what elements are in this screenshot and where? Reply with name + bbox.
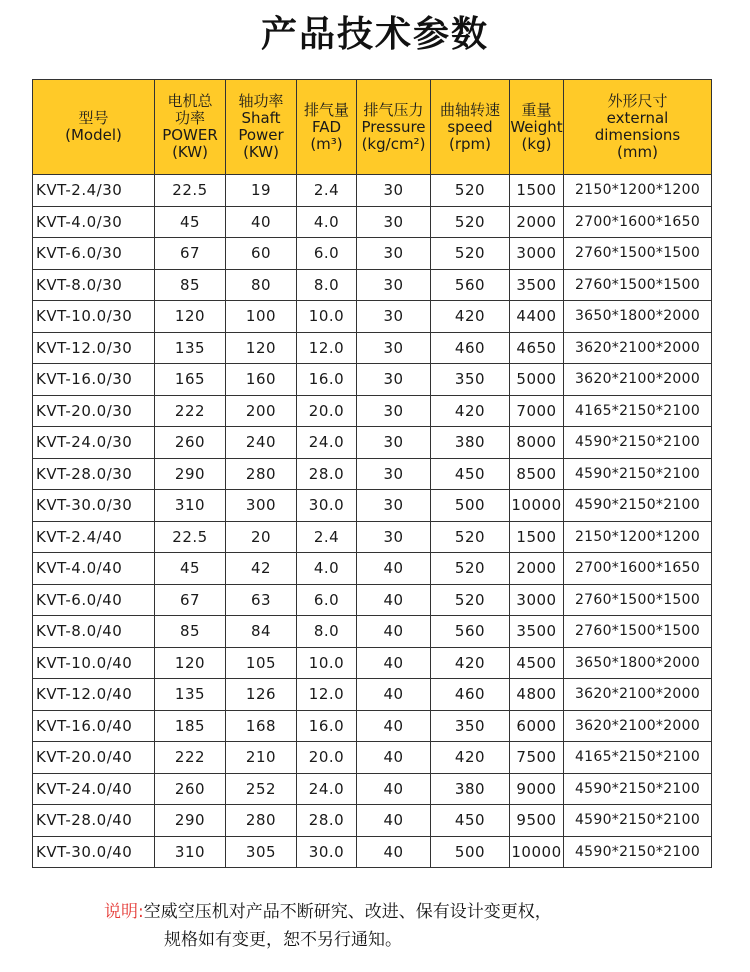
cell-motor-power: 290: [155, 805, 226, 837]
cell-weight: 8500: [510, 458, 564, 490]
cell-pressure: 40: [357, 679, 431, 711]
cell-dimensions: 2700*1600*1650: [564, 553, 712, 585]
cell-motor-power: 165: [155, 364, 226, 396]
cell-pressure: 30: [357, 364, 431, 396]
cell-fad: 20.0: [297, 742, 357, 774]
cell-pressure: 30: [357, 427, 431, 459]
cell-pressure: 40: [357, 773, 431, 805]
cell-shaft-power: 19: [226, 175, 297, 207]
cell-model: KVT-6.0/30: [33, 238, 155, 270]
cell-weight: 4400: [510, 301, 564, 333]
cell-shaft-power: 40: [226, 206, 297, 238]
note-line-1: 空威空压机对产品不断研究、改进、保有设计变更权，: [143, 902, 552, 922]
cell-weight: 3500: [510, 616, 564, 648]
cell-motor-power: 67: [155, 584, 226, 616]
cell-weight: 6000: [510, 710, 564, 742]
cell-dimensions: 3620*2100*2000: [564, 710, 712, 742]
cell-speed: 380: [431, 427, 510, 459]
cell-pressure: 30: [357, 238, 431, 270]
header-fad: 排气量 FAD (m³): [297, 80, 357, 175]
cell-speed: 520: [431, 206, 510, 238]
cell-model: KVT-30.0/30: [33, 490, 155, 522]
cell-pressure: 40: [357, 584, 431, 616]
cell-motor-power: 120: [155, 647, 226, 679]
cell-motor-power: 67: [155, 238, 226, 270]
cell-fad: 28.0: [297, 805, 357, 837]
cell-dimensions: 2760*1500*1500: [564, 584, 712, 616]
table-row: [33, 521, 712, 553]
cell-model: KVT-20.0/30: [33, 395, 155, 427]
cell-fad: 6.0: [297, 584, 357, 616]
cell-weight: 1500: [510, 175, 564, 207]
cell-speed: 460: [431, 679, 510, 711]
cell-speed: 350: [431, 710, 510, 742]
cell-pressure: 30: [357, 301, 431, 333]
cell-speed: 560: [431, 616, 510, 648]
cell-dimensions: 3620*2100*2000: [564, 332, 712, 364]
header-shaft-power: 轴功率 Shaft Power (KW): [226, 80, 297, 175]
cell-dimensions: 3650*1800*2000: [564, 301, 712, 333]
table-row: [33, 175, 712, 207]
cell-model: KVT-16.0/40: [33, 710, 155, 742]
cell-pressure: 40: [357, 553, 431, 585]
cell-fad: 12.0: [297, 332, 357, 364]
cell-motor-power: 260: [155, 427, 226, 459]
table-row: [33, 427, 712, 459]
cell-motor-power: 290: [155, 458, 226, 490]
table-row: [33, 332, 712, 364]
cell-weight: 4800: [510, 679, 564, 711]
cell-dimensions: 2150*1200*1200: [564, 175, 712, 207]
cell-dimensions: 2150*1200*1200: [564, 521, 712, 553]
cell-weight: 2000: [510, 206, 564, 238]
cell-fad: 10.0: [297, 301, 357, 333]
cell-speed: 500: [431, 490, 510, 522]
table-row: [33, 301, 712, 333]
cell-shaft-power: 160: [226, 364, 297, 396]
cell-shaft-power: 63: [226, 584, 297, 616]
cell-model: KVT-8.0/40: [33, 616, 155, 648]
cell-dimensions: 4590*2150*2100: [564, 773, 712, 805]
cell-dimensions: 4590*2150*2100: [564, 427, 712, 459]
cell-weight: 4650: [510, 332, 564, 364]
cell-shaft-power: 200: [226, 395, 297, 427]
cell-fad: 30.0: [297, 836, 357, 868]
cell-motor-power: 135: [155, 332, 226, 364]
table-row: [33, 458, 712, 490]
cell-motor-power: 185: [155, 710, 226, 742]
cell-model: KVT-28.0/40: [33, 805, 155, 837]
cell-fad: 28.0: [297, 458, 357, 490]
cell-speed: 350: [431, 364, 510, 396]
cell-model: KVT-8.0/30: [33, 269, 155, 301]
cell-motor-power: 120: [155, 301, 226, 333]
cell-dimensions: 3650*1800*2000: [564, 647, 712, 679]
cell-shaft-power: 60: [226, 238, 297, 270]
cell-shaft-power: 80: [226, 269, 297, 301]
table-row: [33, 742, 712, 774]
cell-shaft-power: 252: [226, 773, 297, 805]
cell-weight: 10000: [510, 836, 564, 868]
cell-shaft-power: 42: [226, 553, 297, 585]
cell-motor-power: 22.5: [155, 521, 226, 553]
cell-fad: 16.0: [297, 364, 357, 396]
table-row: [33, 710, 712, 742]
header-speed: 曲轴转速 speed (rpm): [431, 80, 510, 175]
cell-speed: 420: [431, 395, 510, 427]
cell-model: KVT-2.4/40: [33, 521, 155, 553]
table-row: [33, 836, 712, 868]
cell-pressure: 40: [357, 616, 431, 648]
cell-pressure: 30: [357, 332, 431, 364]
cell-model: KVT-16.0/30: [33, 364, 155, 396]
cell-fad: 24.0: [297, 773, 357, 805]
cell-shaft-power: 240: [226, 427, 297, 459]
cell-speed: 420: [431, 647, 510, 679]
cell-weight: 10000: [510, 490, 564, 522]
cell-shaft-power: 280: [226, 805, 297, 837]
cell-motor-power: 135: [155, 679, 226, 711]
cell-speed: 500: [431, 836, 510, 868]
table-row: [33, 616, 712, 648]
cell-model: KVT-24.0/40: [33, 773, 155, 805]
cell-speed: 520: [431, 584, 510, 616]
cell-dimensions: 2760*1500*1500: [564, 238, 712, 270]
table-row: [33, 395, 712, 427]
cell-model: KVT-12.0/30: [33, 332, 155, 364]
cell-fad: 4.0: [297, 553, 357, 585]
table-row: [33, 490, 712, 522]
cell-weight: 3000: [510, 238, 564, 270]
cell-fad: 6.0: [297, 238, 357, 270]
cell-pressure: 40: [357, 836, 431, 868]
cell-speed: 450: [431, 458, 510, 490]
cell-fad: 2.4: [297, 521, 357, 553]
table-row: [33, 364, 712, 396]
cell-shaft-power: 126: [226, 679, 297, 711]
cell-weight: 4500: [510, 647, 564, 679]
cell-dimensions: 2700*1600*1650: [564, 206, 712, 238]
cell-dimensions: 2760*1500*1500: [564, 269, 712, 301]
cell-weight: 7000: [510, 395, 564, 427]
cell-weight: 9500: [510, 805, 564, 837]
cell-fad: 8.0: [297, 616, 357, 648]
cell-speed: 420: [431, 301, 510, 333]
cell-model: KVT-20.0/40: [33, 742, 155, 774]
cell-weight: 2000: [510, 553, 564, 585]
cell-shaft-power: 300: [226, 490, 297, 522]
cell-model: KVT-2.4/30: [33, 175, 155, 207]
cell-speed: 520: [431, 553, 510, 585]
cell-model: KVT-10.0/40: [33, 647, 155, 679]
cell-motor-power: 45: [155, 206, 226, 238]
cell-fad: 30.0: [297, 490, 357, 522]
cell-shaft-power: 84: [226, 616, 297, 648]
cell-dimensions: 4590*2150*2100: [564, 490, 712, 522]
cell-speed: 460: [431, 332, 510, 364]
cell-shaft-power: 210: [226, 742, 297, 774]
cell-model: KVT-10.0/30: [33, 301, 155, 333]
cell-dimensions: 2760*1500*1500: [564, 616, 712, 648]
cell-model: KVT-30.0/40: [33, 836, 155, 868]
cell-speed: 450: [431, 805, 510, 837]
table-row: [33, 269, 712, 301]
cell-pressure: 40: [357, 710, 431, 742]
cell-shaft-power: 120: [226, 332, 297, 364]
cell-model: KVT-12.0/40: [33, 679, 155, 711]
header-model: 型号 (Model): [33, 80, 155, 175]
table-row: [33, 805, 712, 837]
cell-model: KVT-4.0/40: [33, 553, 155, 585]
cell-fad: 10.0: [297, 647, 357, 679]
cell-pressure: 40: [357, 742, 431, 774]
cell-pressure: 30: [357, 175, 431, 207]
cell-speed: 380: [431, 773, 510, 805]
cell-shaft-power: 168: [226, 710, 297, 742]
cell-pressure: 40: [357, 805, 431, 837]
cell-weight: 3000: [510, 584, 564, 616]
cell-dimensions: 4165*2150*2100: [564, 395, 712, 427]
cell-motor-power: 22.5: [155, 175, 226, 207]
cell-fad: 24.0: [297, 427, 357, 459]
spec-table: [32, 79, 712, 868]
cell-speed: 420: [431, 742, 510, 774]
page-title: 产品技术参数: [260, 14, 489, 55]
cell-shaft-power: 305: [226, 836, 297, 868]
cell-fad: 12.0: [297, 679, 357, 711]
cell-pressure: 30: [357, 458, 431, 490]
cell-pressure: 30: [357, 490, 431, 522]
cell-shaft-power: 100: [226, 301, 297, 333]
table-row: [33, 773, 712, 805]
cell-dimensions: 4590*2150*2100: [564, 458, 712, 490]
cell-motor-power: 45: [155, 553, 226, 585]
cell-weight: 9000: [510, 773, 564, 805]
cell-fad: 2.4: [297, 175, 357, 207]
cell-model: KVT-4.0/30: [33, 206, 155, 238]
cell-fad: 4.0: [297, 206, 357, 238]
cell-weight: 1500: [510, 521, 564, 553]
cell-fad: 8.0: [297, 269, 357, 301]
table-row: [33, 553, 712, 585]
spec-table-body: [33, 175, 712, 868]
cell-shaft-power: 20: [226, 521, 297, 553]
cell-speed: 560: [431, 269, 510, 301]
cell-fad: 20.0: [297, 395, 357, 427]
header-pressure: 排气压力 Pressure (kg/cm²): [357, 80, 431, 175]
cell-model: KVT-24.0/30: [33, 427, 155, 459]
header-motor-power: 电机总 功率 POWER (KW): [155, 80, 226, 175]
cell-speed: 520: [431, 238, 510, 270]
cell-pressure: 40: [357, 647, 431, 679]
cell-motor-power: 260: [155, 773, 226, 805]
cell-dimensions: 4590*2150*2100: [564, 805, 712, 837]
cell-dimensions: 3620*2100*2000: [564, 679, 712, 711]
cell-dimensions: 4590*2150*2100: [564, 836, 712, 868]
table-row: [33, 238, 712, 270]
table-row: [33, 647, 712, 679]
cell-fad: 16.0: [297, 710, 357, 742]
header-row: [33, 80, 712, 175]
header-dimensions: 外形尺寸 external dimensions (mm): [564, 80, 712, 175]
cell-motor-power: 222: [155, 742, 226, 774]
cell-motor-power: 222: [155, 395, 226, 427]
cell-motor-power: 85: [155, 269, 226, 301]
table-row: [33, 679, 712, 711]
cell-pressure: 30: [357, 521, 431, 553]
cell-dimensions: 4165*2150*2100: [564, 742, 712, 774]
table-row: [33, 206, 712, 238]
disclaimer-note: [104, 898, 552, 954]
cell-pressure: 30: [357, 395, 431, 427]
note-label: 说明:: [104, 902, 144, 922]
cell-motor-power: 310: [155, 836, 226, 868]
cell-model: KVT-28.0/30: [33, 458, 155, 490]
cell-weight: 3500: [510, 269, 564, 301]
note-line-2: 规格如有变更，恕不另行通知。: [164, 930, 402, 950]
cell-motor-power: 310: [155, 490, 226, 522]
cell-weight: 5000: [510, 364, 564, 396]
cell-pressure: 30: [357, 269, 431, 301]
cell-model: KVT-6.0/40: [33, 584, 155, 616]
cell-speed: 520: [431, 175, 510, 207]
cell-motor-power: 85: [155, 616, 226, 648]
header-weight: 重量 Weight (kg): [510, 80, 564, 175]
cell-pressure: 30: [357, 206, 431, 238]
cell-shaft-power: 280: [226, 458, 297, 490]
cell-speed: 520: [431, 521, 510, 553]
cell-weight: 7500: [510, 742, 564, 774]
cell-dimensions: 3620*2100*2000: [564, 364, 712, 396]
cell-weight: 8000: [510, 427, 564, 459]
cell-shaft-power: 105: [226, 647, 297, 679]
table-row: [33, 584, 712, 616]
